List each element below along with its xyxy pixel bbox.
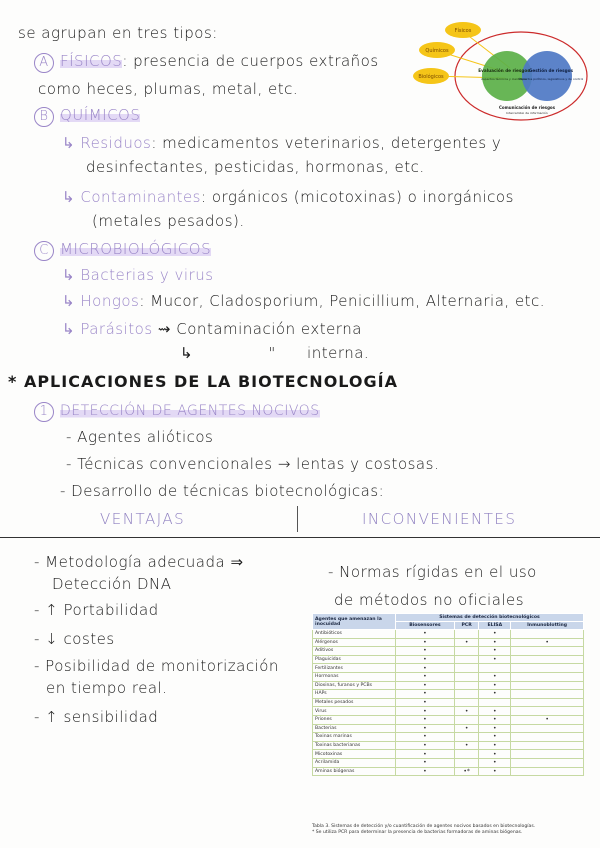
detection-mark-cell: • xyxy=(479,690,511,699)
detection-mark-cell: • xyxy=(454,724,479,733)
bubble-chemical-label: Químicos xyxy=(425,48,449,54)
detection-mark-cell xyxy=(454,690,479,699)
agent-cell: Aminas biógenas xyxy=(313,767,396,776)
agent-cell: Priones xyxy=(313,715,396,724)
evaluation-label: Evaluación de riesgos xyxy=(478,68,530,73)
intro-line: se agrupan en tres tipos: xyxy=(18,24,218,42)
detection-mark-cell xyxy=(454,733,479,742)
detection-mark-cell xyxy=(511,733,584,742)
detection-mark-cell xyxy=(479,698,511,707)
micro-title: MICROBIOLÓGICOS xyxy=(60,240,212,258)
detection-mark-cell xyxy=(454,698,479,707)
detection-mark-cell xyxy=(511,630,584,639)
agent-cell: Alérgenos xyxy=(313,638,396,647)
detection-mark-cell xyxy=(511,681,584,690)
agent-cell: Toxinas marinas xyxy=(313,733,396,742)
agent-cell: Dioxinas, furanos y PCBs xyxy=(313,681,396,690)
detection-mark-cell xyxy=(511,750,584,759)
parasites-internal-line xyxy=(180,344,369,362)
detection-mark-cell: • xyxy=(396,672,455,681)
agent-cell: Aditivos xyxy=(313,647,396,656)
column-header: ELISA xyxy=(479,622,511,630)
agent-cell: Metales pesados xyxy=(313,698,396,707)
caption-line-1: Tabla 3. Sistemas de detección y/o cuantificación de agentes nocivos basados en biotecnologías. xyxy=(312,824,536,829)
table-row xyxy=(313,630,584,639)
evaluation-sub: Aspectos técnicos y científicos xyxy=(481,77,527,81)
fungi-text: : Mucor, Cladosporium, Penicillium, Alternaria, etc. xyxy=(139,292,546,310)
number-1-circle: 1 xyxy=(34,402,54,422)
table-row xyxy=(313,672,584,681)
detection-mark-cell xyxy=(454,672,479,681)
table-row xyxy=(313,733,584,742)
bacteria-text: Bacterias y virus xyxy=(80,266,214,284)
parasites-external: Contaminación externa xyxy=(176,320,362,338)
section-title: * APLICACIONES DE LA BIOTECNOLOGÍA xyxy=(8,372,398,391)
advantage-4: - Posibilidad de monitorización xyxy=(34,657,279,675)
hook-arrow-icon: ↳ xyxy=(62,188,76,206)
column-header: Inmunoblotting xyxy=(511,622,584,630)
contaminants-line xyxy=(62,188,514,206)
parasites-title: Parásitos xyxy=(80,320,153,338)
table-row xyxy=(313,698,584,707)
parasites-internal: interna. xyxy=(307,344,370,362)
agent-cell: Micotoxinas xyxy=(313,750,396,759)
communication-label: Comunicación de riesgos xyxy=(498,105,556,110)
detection-mark-cell xyxy=(454,647,479,656)
detection-mark-cell: • xyxy=(454,741,479,750)
detection-mark-cell: • xyxy=(396,707,455,716)
contaminants-title: Contaminantes xyxy=(80,188,201,206)
agent-cell: Antibióticos xyxy=(313,630,396,639)
table-row xyxy=(313,741,584,750)
table-group-header-row xyxy=(313,614,584,622)
table-row xyxy=(313,715,584,724)
letter-b-circle: B xyxy=(34,107,54,127)
hook-arrow-icon: ↳ xyxy=(62,292,76,310)
risk-analysis-diagram xyxy=(405,18,590,123)
chemical-title: QUÍMICOS xyxy=(60,106,141,124)
header-divider xyxy=(0,537,600,538)
detection-mark-cell: • xyxy=(396,681,455,690)
advantage-4b: en tiempo real. xyxy=(46,679,168,697)
letter-a-circle: A xyxy=(34,53,54,73)
detection-mark-cell: • xyxy=(511,638,584,647)
table-row xyxy=(313,664,584,673)
disadvantage-1b: de métodos no oficiales xyxy=(334,591,525,609)
detection-item-1: - Agentes alióticos xyxy=(66,428,214,446)
agent-cell: Bacterias xyxy=(313,724,396,733)
detection-mark-cell xyxy=(479,664,511,673)
detection-mark-cell: • xyxy=(479,707,511,716)
table-row xyxy=(313,655,584,664)
detection-mark-cell xyxy=(511,707,584,716)
detection-mark-cell: • xyxy=(396,630,455,639)
detection-mark-cell: • xyxy=(479,767,511,776)
detection-mark-cell xyxy=(511,690,584,699)
detection-mark-cell: • xyxy=(396,698,455,707)
detection-mark-cell xyxy=(511,724,584,733)
agent-cell: Plaguicidas xyxy=(313,655,396,664)
physical-text: : presencia de cuerpos extraños xyxy=(122,52,379,70)
physical-title: FÍSICOS xyxy=(60,52,123,70)
detection-mark-cell: • xyxy=(479,647,511,656)
residues-text: : medicamentos veterinarios, detergentes y xyxy=(151,134,502,152)
detection-mark-cell: • xyxy=(479,750,511,759)
table-row xyxy=(313,647,584,656)
detection-mark-cell xyxy=(511,698,584,707)
agents-column-header: Agentes que amenazan la inocuidad xyxy=(313,614,396,630)
detection-heading xyxy=(34,402,320,422)
table-row xyxy=(313,767,584,776)
detection-mark-cell: • xyxy=(479,655,511,664)
physical-heading xyxy=(34,52,379,73)
table-row xyxy=(313,750,584,759)
detection-mark-cell: • xyxy=(454,707,479,716)
detection-systems-table xyxy=(312,613,584,776)
detection-mark-cell: • xyxy=(479,758,511,767)
detection-mark-cell xyxy=(454,750,479,759)
detection-mark-cell xyxy=(511,758,584,767)
detection-mark-cell: • xyxy=(479,733,511,742)
fungi-title: Hongos xyxy=(80,292,140,310)
hook-arrow-icon: ↳ xyxy=(180,344,194,362)
detection-mark-cell: • xyxy=(479,681,511,690)
bacteria-line xyxy=(62,266,214,284)
bubble-physical-label: Físicos xyxy=(454,28,472,34)
micro-heading xyxy=(34,240,211,261)
inconvenientes-header: INCONVENIENTES xyxy=(362,510,517,528)
physical-text-2: como heces, plumas, metal, etc. xyxy=(38,80,299,98)
management-label: Gestión de riesgos xyxy=(528,68,574,73)
detection-mark-cell xyxy=(454,681,479,690)
detection-item-3: - Desarrollo de técnicas biotecnológicas: xyxy=(60,482,385,500)
residues-line xyxy=(62,134,501,152)
detection-mark-cell: • xyxy=(396,724,455,733)
detection-mark-cell: • xyxy=(396,655,455,664)
detection-mark-cell: • xyxy=(479,630,511,639)
detection-mark-cell: • xyxy=(396,715,455,724)
detection-mark-cell: • xyxy=(396,741,455,750)
table-caption xyxy=(312,824,587,836)
detection-mark-cell: • xyxy=(396,647,455,656)
advantage-1: - Metodología adecuada ⇒ xyxy=(34,553,244,571)
detection-mark-cell: • xyxy=(479,638,511,647)
disadvantage-1: - Normas rígidas en el uso xyxy=(328,563,537,581)
bubble-biological-label: Biológicos xyxy=(418,74,444,80)
contaminants-text: : orgánicos (micotoxinas) o inorgánicos xyxy=(201,188,514,206)
table-row xyxy=(313,681,584,690)
agent-cell: Virus xyxy=(313,707,396,716)
detection-mark-cell: • xyxy=(396,638,455,647)
detection-mark-cell xyxy=(454,758,479,767)
detection-mark-cell: • xyxy=(396,767,455,776)
detection-item-2: - Técnicas convencionales → lentas y costosas. xyxy=(66,455,440,473)
ventajas-header: VENTAJAS xyxy=(100,510,186,528)
caption-line-2: * Se utiliza PCR para determinar la presencia de bacterias formadoras de aminas biógenas. xyxy=(312,830,523,835)
agent-cell: Toxinas bacterianas xyxy=(313,741,396,750)
detection-mark-cell xyxy=(454,715,479,724)
table-row xyxy=(313,724,584,733)
detection-mark-cell: • xyxy=(511,715,584,724)
agent-cell: Fertilizantes xyxy=(313,664,396,673)
squiggle-arrow-icon: ⇝ xyxy=(157,320,171,338)
management-sub: Aspectos políticos, legislativos y de control xyxy=(518,77,584,81)
contaminants-line-2: (metales pesados). xyxy=(92,212,245,230)
hook-arrow-icon: ↳ xyxy=(62,266,76,284)
detection-mark-cell: • xyxy=(396,664,455,673)
detection-mark-cell: •* xyxy=(454,767,479,776)
column-header: Biosensores xyxy=(396,622,455,630)
table-row xyxy=(313,758,584,767)
detection-mark-cell: • xyxy=(396,690,455,699)
hook-arrow-icon: ↳ xyxy=(62,320,76,338)
detection-mark-cell: • xyxy=(479,741,511,750)
ditto-mark: " xyxy=(268,344,276,362)
detection-mark-cell xyxy=(511,647,584,656)
agent-cell: Acrilamida xyxy=(313,758,396,767)
detection-mark-cell: • xyxy=(479,724,511,733)
letter-c-circle: C xyxy=(34,241,54,261)
detection-mark-cell xyxy=(511,767,584,776)
table-row xyxy=(313,690,584,699)
detection-mark-cell xyxy=(511,672,584,681)
detection-title: DETECCIÓN DE AGENTES NOCIVOS xyxy=(60,403,320,419)
column-header: PCR xyxy=(454,622,479,630)
management-circle xyxy=(522,51,572,101)
parasites-line xyxy=(62,320,362,338)
column-divider xyxy=(297,506,298,532)
agent-cell: Hormonas xyxy=(313,672,396,681)
chemical-heading xyxy=(34,106,140,127)
detection-mark-cell: • xyxy=(396,758,455,767)
hook-arrow-icon: ↳ xyxy=(62,134,76,152)
detection-mark-cell xyxy=(454,655,479,664)
detection-mark-cell: • xyxy=(396,750,455,759)
advantage-3: - ↓ costes xyxy=(34,630,115,648)
residues-line-2: desinfectantes, pesticidas, hormonas, etc. xyxy=(86,158,425,176)
advantage-5: - ↑ sensibilidad xyxy=(34,708,159,726)
detection-mark-cell: • xyxy=(454,638,479,647)
systems-group-header: Sistemas de detección biotecnológicos xyxy=(396,614,584,622)
table-row xyxy=(313,707,584,716)
fungi-line xyxy=(62,292,545,310)
detection-mark-cell xyxy=(511,741,584,750)
detection-mark-cell xyxy=(454,664,479,673)
table-row xyxy=(313,638,584,647)
advantage-2: - ↑ Portabilidad xyxy=(34,601,159,619)
detection-mark-cell xyxy=(511,664,584,673)
detection-mark-cell xyxy=(454,630,479,639)
agent-cell: HAPs xyxy=(313,690,396,699)
detection-mark-cell xyxy=(511,655,584,664)
communication-sub: Intercambio de información xyxy=(506,111,548,115)
advantage-1b: Detección DNA xyxy=(52,575,172,593)
detection-mark-cell: • xyxy=(479,715,511,724)
residues-title: Residuos xyxy=(80,134,152,152)
detection-mark-cell: • xyxy=(396,733,455,742)
detection-mark-cell: • xyxy=(479,672,511,681)
